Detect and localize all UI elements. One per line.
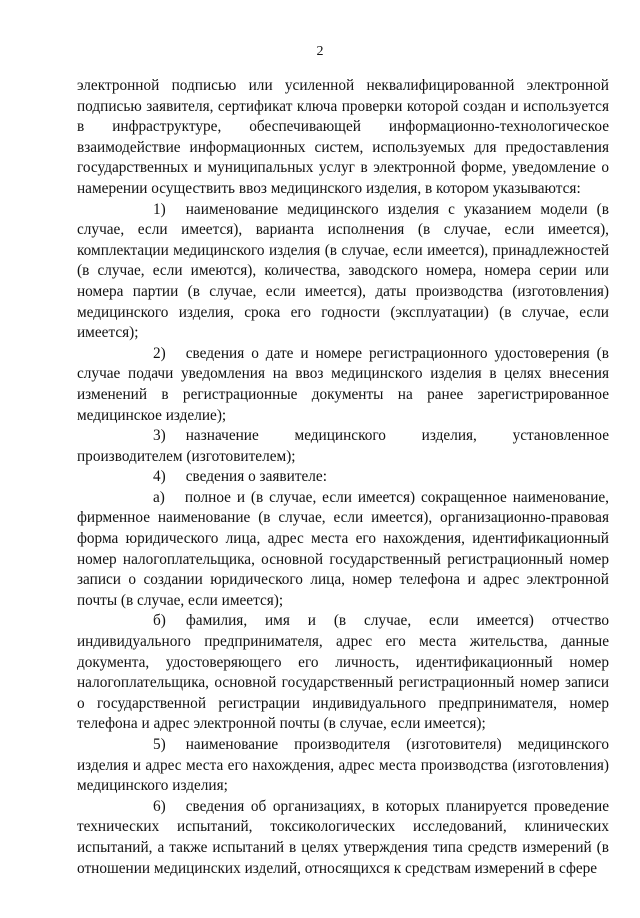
list-item-5-text: наименование производителя (изготовителя) медицинского изделия и адрес места его нахождения, адрес места производства (изготовления) медицинского изделия; <box>77 736 609 795</box>
list-item-1-number: 1) <box>153 200 166 218</box>
list-item-2-text: сведения о дате и номере регистрационного удостоверения (в случае подачи уведомления на ввоз медицинского изделия в целях внесения изменений в регистрационные документы на ранее зарегистрированное медицинское изделие); <box>77 344 609 424</box>
list-item-4b-text: фамилия, имя и (в случае, если имеется) отчество индивидуального предпринимателя, адрес его места жительства, данные документа, удостоверяющего его личность, идентификационный номер налогоплательщика, основной государственный регистрационный номер записи о государственной регистрации индивидуального предпринимателя, номер телефона и адрес электронной почты (в случае, если имеется); <box>77 612 609 733</box>
list-item-4a <box>77 488 609 612</box>
list-item-4b <box>77 611 609 735</box>
list-item-1 <box>77 200 609 344</box>
list-item-3 <box>77 426 609 467</box>
list-item-3-number: 3) <box>153 427 166 445</box>
list-item-5-number: 5) <box>153 736 166 753</box>
list-item-6-number: 6) <box>153 797 166 815</box>
list-item-6 <box>77 797 609 879</box>
page-number: 2 <box>316 44 324 59</box>
list-item-4 <box>77 467 609 488</box>
list-item-6-text: сведения об организациях, в которых планируется проведение технических испытаний, токсикологических исследований, клинических испытаний, а также испытаний в целях утверждения типа средств измерений (в отношении медицинских изделий, относящихся к средствам измерений в сфере <box>77 797 609 877</box>
list-item-4-number: 4) <box>153 468 166 486</box>
intro-paragraph: электронной подписью или усиленной неквалифицированной электронной подписью заявителя, сертификат ключа проверки которой создан и используется в инфраструктуре, обеспечивающей информационно-технологическое взаимодействие информационных систем, используемых для предоставления государственных и муниципальных услуг в электронной форме, уведомление о намерении осуществить ввоз медицинского изделия, в котором указываются: <box>77 77 609 197</box>
list-item-4a-letter: а) <box>153 488 165 506</box>
list-item-4-text: сведения о заявителе: <box>185 468 327 486</box>
list-item-3-text: назначение медицинского изделия, установленное производителем (изготовителем); <box>77 427 609 465</box>
list-item-2-number: 2) <box>153 344 166 362</box>
document-body <box>77 76 609 879</box>
list-item-1-text: наименование медицинского изделия с указанием модели (в случае, если имеется), варианта исполнения (в случае, если имеется), комплектации медицинского изделия (в случае, если имеется), принадлежностей (в случае, если имеются), количества, заводского номера, номера серии или номера партии (в случае, если имеется), даты производства (изготовления) медицинского изделия, срока его годности (эксплуатации) (в случае, если имеется); <box>77 200 609 342</box>
list-item-4a-text: полное и (в случае, если имеется) сокращенное наименование, фирменное наименование (в случае, если имеется), организационно-правовая форма юридического лица, адрес места его нахождения, идентификационный номер налогоплательщика, основной государственный регистрационный номер записи о создании юридического лица, номер телефона и адрес электронной почты (в случае, если имеется); <box>77 488 609 609</box>
list-item-4b-letter: б) <box>153 612 166 630</box>
list-item-2 <box>77 344 609 426</box>
list-item-5 <box>77 735 609 797</box>
